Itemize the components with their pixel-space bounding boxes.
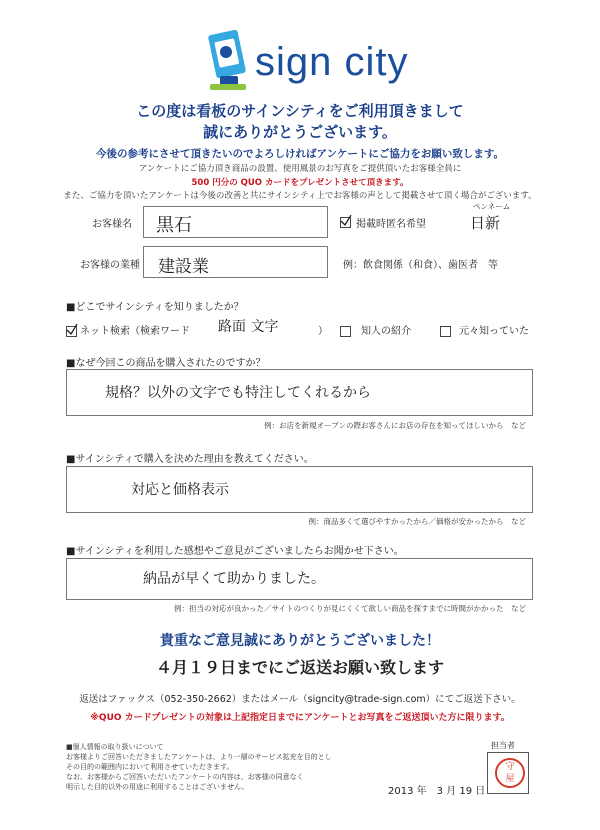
thanks-message: 貴重なご意見誠にありがとうございました！ [160,633,440,649]
stamp-text: 守屋 [505,762,515,784]
q3-answer-box[interactable] [66,466,533,513]
anon-checkbox[interactable] [340,212,351,231]
q1-option3-label: 元々知っていた [459,326,529,337]
q2-example: 例：お店を新規オープンの際お客さんにお店の存在を知ってほしいから など [264,421,526,430]
q3-heading: ■サインシティで購入を決めた理由を教えてください。 [66,454,314,465]
customer-name-field[interactable] [143,206,328,238]
staff-stamp [495,758,525,788]
privacy-line: その目的の範囲内において利用させていただきます。 [66,763,234,771]
privacy-line: お客様よりご回答いただきましたアンケートは、より一層のサービス拡充を目的とし [66,753,332,761]
q3-answer: 対応と価格表示 [131,482,229,498]
privacy-title: ■個人情報の取り扱いについて [66,743,164,751]
industry-label: お客様の業種 [80,260,140,271]
customer-name-value: 黒石 [156,215,192,236]
anon-label: 掲載時匿名希望 [356,219,426,230]
penname-value: 日新 [470,214,501,232]
q1-option3-checkbox[interactable] [440,321,451,340]
q1-option1-checkbox[interactable] [66,321,77,340]
quo-note: 500 円分の QUO カードをプレゼントさせて頂きます。 [191,178,409,188]
sign-city-logo-icon [206,28,254,94]
industry-example: 例：飲食関係（和食）、歯医者 等 [343,260,498,271]
note-2: また、ご協力を頂いたアンケートは今後の改善と共にサインシティ上でお客様の声として掲載させて頂く場合がございます。 [63,191,537,201]
q2-answer: 規格？以外の文字でも特注してくれるから [105,385,371,401]
date-field: 2013 年 3 月 19 日 [388,786,486,797]
q1-heading: ■どこでサインシティを知りましたか？ [66,302,244,313]
q1-option2-label: 知人の紹介 [361,326,411,337]
q4-answer-box[interactable] [66,558,533,600]
penname-label: ペンネーム [473,202,511,211]
industry-field[interactable] [143,246,328,278]
title-line-1: この度は看板のサインシティをご利用頂きまして [136,102,464,120]
checkbox-checked-icon [340,217,351,228]
logo-text: sign city [255,40,409,84]
privacy-line: なお、お客様からご回答いただいたアンケートの内容は、お客様の同意なく [66,773,304,781]
q2-heading: ■なぜ今回この商品を購入されたのですか？ [66,358,266,369]
title-line-2: 誠にありがとうございます。 [203,123,397,141]
customer-name-label: お客様名 [92,219,132,230]
quo-condition-note: ※QUO カードプレゼントの対象は上記指定日までにアンケートとお写真をご返送頂いた方に限ります。 [90,713,510,723]
q1-option1-close: ） [318,326,328,337]
checkbox-empty-icon [440,326,451,337]
q4-answer: 納品が早くて助かりました。 [143,571,325,587]
intro-text: 今後の参考にさせて頂きたいのでよろしければアンケートにご協力をお願い致します。 [95,148,505,160]
q1-option1-label: ネット検索（検索ワード [80,326,190,337]
deadline-message: ４月１９日までにご返送お願い致します [155,658,444,677]
q1-search-word: 路面 文字 [218,319,279,335]
note-1: アンケートにご協力頂き商品の設置、使用風景のお写真をご提供頂いたお客様全員に [138,164,462,174]
q4-heading: ■サインシティを利用した感想やご意見がございましたらお聞かせ下さい。 [66,546,404,557]
q4-example: 例：担当の対応が良かった／サイトのつくりが見にくくて欲しい商品を探すまでに時間がかかった など [174,604,526,613]
staff-label: 担当者 [491,741,515,750]
return-instructions: 返送はファックス（052-350-2662）またはメール（signcity@trade-sign.com）にてご返送下さい。 [79,694,521,705]
checkbox-empty-icon [340,326,351,337]
privacy-line: 明示した目的以外の用途に利用することはございません。 [66,783,249,791]
q3-example: 例：商品多くて選びやすかったから／価格が安かったから など [308,517,526,526]
industry-value: 建設業 [158,257,209,277]
checkbox-checked-icon [66,326,77,337]
q1-option2-checkbox[interactable] [340,321,351,340]
q2-answer-box[interactable] [66,369,533,416]
